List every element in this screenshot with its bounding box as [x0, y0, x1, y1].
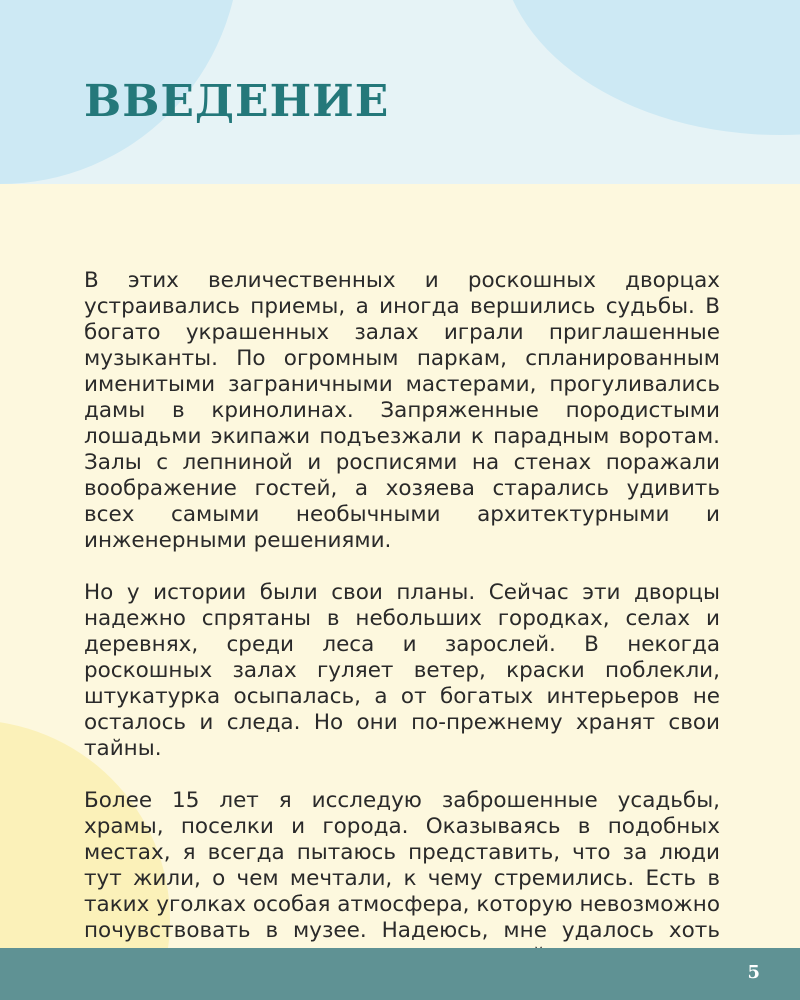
- paragraph-1: В этих величественных и роскошных дворцах устраивались приемы, а иногда вершились судьбы. В богато украшенных залах играли приглашенные музыканты. По огромным паркам, спланированным именитыми заграничными мастерами, прогуливались дамы в кринолинах. Запряженные породистыми лошадьми экипажи подъезжали к парадным воротам. Залы с лепниной и росписями на стенах поражали воображение гостей, а хозяева старались удивить всех самыми необычными архитектурными и инженерными решениями.: [84, 268, 720, 553]
- page-number: 5: [747, 962, 760, 983]
- body-text: [84, 268, 720, 996]
- page-title: ВВЕДЕНИЕ: [84, 76, 390, 127]
- paragraph-3: Более 15 лет я исследую заброшенные усадьбы, храмы, поселки и города. Оказываясь в подобных местах, я всегда пытаюсь представить, что за люди тут жили, о чем мечтали, к чему стремились. Есть в таких уголках особая атмосфера, которую невозможно почувствовать в музее. Надеюсь, мне удалось хоть: [84, 788, 720, 943]
- paragraph-2: Но у истории были свои планы. Сейчас эти дворцы надежно спрятаны в небольших городках, селах и деревнях, среди леса и зарослей. В некогда роскошных залах гуляет ветер, краски поблекли, штукатурка осыпалась, а от богатых интерьеров не осталось и следа. Но они по-прежнему хранят свои тайны.: [84, 580, 720, 761]
- footer-bar: [0, 948, 800, 1000]
